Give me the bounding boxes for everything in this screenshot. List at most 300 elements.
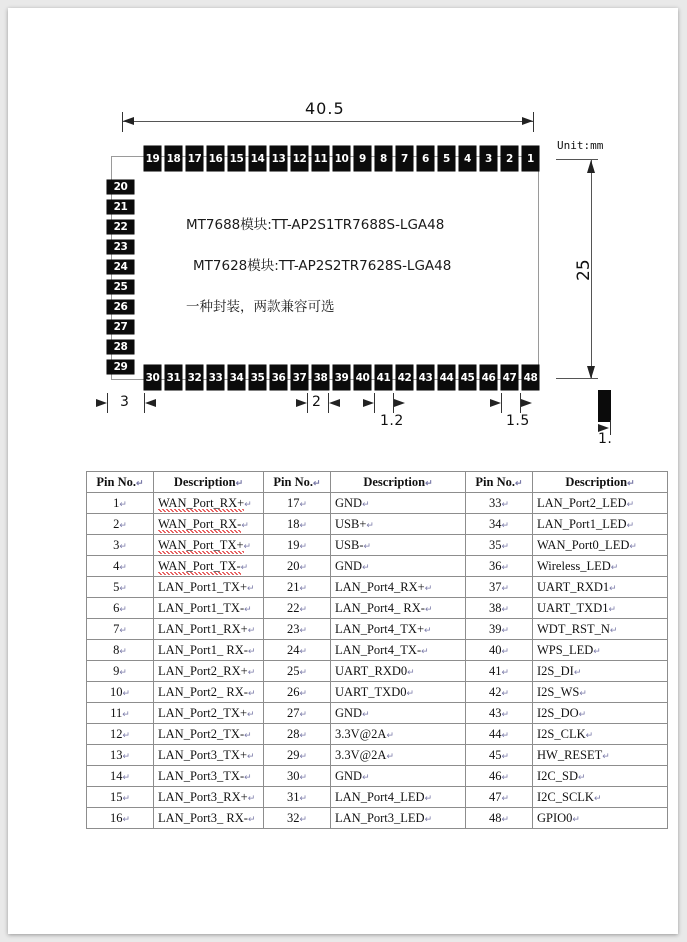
pilcrow-icon: ↵: [386, 729, 394, 740]
pad-33[interactable]: 33: [207, 365, 224, 390]
pilcrow-icon: ↵: [626, 498, 635, 509]
dim15-label: 1.5: [506, 413, 530, 429]
table-row: [87, 598, 668, 619]
cell-description: I2S_CLK↵: [533, 724, 668, 745]
table-row: [87, 535, 668, 556]
cell-pin-number: 11↵: [87, 703, 154, 724]
width-dim-line: [123, 121, 533, 122]
pilcrow-icon: ↵: [119, 519, 127, 530]
cell-description: LAN_Port3_LED↵: [331, 808, 466, 829]
table-row: [87, 640, 668, 661]
pilcrow-icon: ↵: [608, 603, 617, 614]
pilcrow-icon: ↵: [609, 624, 618, 635]
cell-description: LAN_Port2_TX+↵: [154, 703, 264, 724]
cell-pin-number: 35↵: [466, 535, 533, 556]
pad-26[interactable]: 26: [107, 300, 134, 314]
cell-description: LAN_Port3_TX-↵: [154, 766, 264, 787]
dim12-arrow-right: [394, 399, 405, 407]
pilcrow-icon: ↵: [501, 540, 510, 551]
pilcrow-icon: ↵: [299, 498, 308, 509]
pilcrow-icon: ↵: [247, 813, 256, 824]
dim2-label: 2: [312, 394, 322, 410]
cell-description: I2C_SCLK↵: [533, 787, 668, 808]
cell-pin-number: 34↵: [466, 514, 533, 535]
cell-pin-number: 45↵: [466, 745, 533, 766]
pilcrow-icon: ↵: [119, 603, 127, 614]
cell-description: GND↵: [331, 556, 466, 577]
cell-pin-number: 13↵: [87, 745, 154, 766]
cell-description: LAN_Port2_TX-↵: [154, 724, 264, 745]
cell-description: LAN_Port1_TX+↵: [154, 577, 264, 598]
cell-description: WAN_Port_RX+↵: [154, 493, 264, 514]
table-row: [87, 577, 668, 598]
dim12-ext-left: [374, 393, 375, 413]
pad-24[interactable]: 24: [107, 260, 134, 274]
cell-description: LAN_Port1_TX-↵: [154, 598, 264, 619]
pad-34[interactable]: 34: [228, 365, 245, 390]
cell-description: I2S_WS↵: [533, 682, 668, 703]
pad-17[interactable]: 17: [186, 146, 203, 171]
cell-description: UART_TXD1↵: [533, 598, 668, 619]
module-label-line-1: MT7688模块:TT-AP2S1TR7688S-LGA48: [186, 217, 445, 233]
pilcrow-icon: ↵: [299, 519, 308, 530]
pilcrow-icon: ↵: [626, 519, 635, 530]
table-row: [87, 556, 668, 577]
cell-pin-number: 26↵: [264, 682, 331, 703]
cell-pin-number: 7↵: [87, 619, 154, 640]
width-ext-line-left: [122, 112, 123, 132]
pad-39[interactable]: 39: [333, 365, 350, 390]
table-row: [87, 493, 668, 514]
pad-1[interactable]: 1: [522, 146, 539, 171]
width-dim-arrow-left: [123, 117, 134, 125]
pad-6[interactable]: 6: [417, 146, 434, 171]
pilcrow-icon: ↵: [119, 624, 127, 635]
pilcrow-icon: ↵: [362, 561, 370, 572]
table-row: [87, 724, 668, 745]
cell-pin-number: 10↵: [87, 682, 154, 703]
cell-pin-number: 17↵: [264, 493, 331, 514]
pilcrow-icon: ↵: [424, 603, 433, 614]
pad-27[interactable]: 27: [107, 320, 134, 334]
pilcrow-icon: ↵: [501, 750, 510, 761]
pad-detail-shape: [598, 390, 611, 422]
pilcrow-icon: ↵: [119, 582, 127, 593]
unit-label: Unit:mm: [557, 139, 604, 152]
cell-pin-number: 27↵: [264, 703, 331, 724]
cell-description: GND↵: [331, 703, 466, 724]
pilcrow-icon: ↵: [425, 477, 433, 488]
pad-16[interactable]: 16: [207, 146, 224, 171]
cell-description: UART_RXD0↵: [331, 661, 466, 682]
pad-35[interactable]: 35: [249, 365, 266, 390]
table-row: [87, 661, 668, 682]
pilcrow-icon: ↵: [247, 792, 256, 803]
pad-42[interactable]: 42: [396, 365, 413, 390]
pad-36[interactable]: 36: [270, 365, 287, 390]
pilcrow-icon: ↵: [501, 813, 510, 824]
cell-description: I2S_DI↵: [533, 661, 668, 682]
cell-pin-number: 1↵: [87, 493, 154, 514]
pilcrow-icon: ↵: [299, 729, 308, 740]
dim15-arrow-right: [521, 399, 532, 407]
pilcrow-icon: ↵: [299, 750, 308, 761]
pilcrow-icon: ↵: [501, 624, 510, 635]
pilcrow-icon: ↵: [577, 771, 586, 782]
pilcrow-icon: ↵: [629, 540, 637, 551]
pad-47[interactable]: 47: [501, 365, 518, 390]
pilcrow-icon: ↵: [501, 561, 510, 572]
pilcrow-icon: ↵: [240, 561, 249, 572]
cell-description: LAN_Port1_LED↵: [533, 514, 668, 535]
cell-description: LAN_Port4_TX+↵: [331, 619, 466, 640]
cell-description: LAN_Port3_ RX-↵: [154, 808, 264, 829]
cell-pin-number: 21↵: [264, 577, 331, 598]
pilcrow-icon: ↵: [299, 813, 308, 824]
cell-pin-number: 28↵: [264, 724, 331, 745]
pad-41[interactable]: 41: [375, 365, 392, 390]
dim3-arrow-right: [145, 399, 156, 407]
pilcrow-icon: ↵: [501, 582, 510, 593]
dim2-ext-left: [307, 393, 308, 413]
cell-description: WAN_Port_RX-↵: [154, 514, 264, 535]
pilcrow-icon: ↵: [501, 771, 510, 782]
cell-pin-number: 14↵: [87, 766, 154, 787]
pilcrow-icon: ↵: [627, 477, 635, 488]
pilcrow-icon: ↵: [362, 498, 370, 509]
dim3-ext-left: [107, 393, 108, 413]
pilcrow-icon: ↵: [247, 582, 255, 593]
pilcrow-icon: ↵: [235, 477, 244, 488]
pilcrow-icon: ↵: [299, 561, 308, 572]
pilcrow-icon: ↵: [609, 582, 617, 593]
pilcrow-icon: ↵: [243, 540, 252, 551]
height-ext-line-top: [556, 159, 598, 160]
pad-45[interactable]: 45: [459, 365, 476, 390]
table-header-row: [87, 472, 668, 493]
pilcrow-icon: ↵: [424, 792, 433, 803]
cell-pin-number: 12↵: [87, 724, 154, 745]
table-row: [87, 619, 668, 640]
cell-description: LAN_Port2_LED↵: [533, 493, 668, 514]
cell-description: LAN_Port1_ RX-↵: [154, 640, 264, 661]
pilcrow-icon: ↵: [501, 519, 510, 530]
height-ext-line-bottom: [556, 378, 598, 379]
pad-5[interactable]: 5: [438, 146, 455, 171]
cell-description: 3.3V@2A↵: [331, 745, 466, 766]
pad-48[interactable]: 48: [522, 365, 539, 390]
pilcrow-icon: ↵: [122, 729, 131, 740]
pilcrow-icon: ↵: [122, 687, 131, 698]
pilcrow-icon: ↵: [313, 477, 321, 488]
dim3-label: 3: [120, 394, 130, 410]
pilcrow-icon: ↵: [593, 792, 602, 803]
pilcrow-icon: ↵: [362, 771, 370, 782]
header-description-1: Description↵: [154, 472, 264, 493]
pad-30[interactable]: 30: [144, 365, 161, 390]
pad-3[interactable]: 3: [480, 146, 497, 171]
cell-description: HW_RESET↵: [533, 745, 668, 766]
pilcrow-icon: ↵: [501, 708, 510, 719]
pilcrow-icon: ↵: [247, 708, 255, 719]
header-pin-no-1: Pin No.↵: [87, 472, 154, 493]
pad-38[interactable]: 38: [312, 365, 329, 390]
pilcrow-icon: ↵: [119, 645, 127, 656]
pilcrow-icon: ↵: [610, 561, 619, 572]
cell-description: LAN_Port4_TX-↵: [331, 640, 466, 661]
cell-pin-number: 38↵: [466, 598, 533, 619]
pilcrow-icon: ↵: [366, 519, 374, 530]
cell-pin-number: 19↵: [264, 535, 331, 556]
pilcrow-icon: ↵: [244, 603, 252, 614]
cell-pin-number: 31↵: [264, 787, 331, 808]
pilcrow-icon: ↵: [501, 603, 510, 614]
pad-21[interactable]: 21: [107, 200, 134, 214]
cell-pin-number: 29↵: [264, 745, 331, 766]
dim12-label: 1.2: [380, 413, 404, 429]
pad-28[interactable]: 28: [107, 340, 134, 354]
pilcrow-icon: ↵: [424, 813, 433, 824]
pilcrow-icon: ↵: [119, 540, 127, 551]
cell-description: 3.3V@2A↵: [331, 724, 466, 745]
cell-pin-number: 32↵: [264, 808, 331, 829]
cell-pin-number: 23↵: [264, 619, 331, 640]
pad-29[interactable]: 29: [107, 360, 134, 374]
cell-description: GPIO0↵: [533, 808, 668, 829]
datasheet-page: [8, 8, 678, 934]
cell-description: LAN_Port4_LED↵: [331, 787, 466, 808]
pilcrow-icon: ↵: [573, 666, 582, 677]
width-dim-arrow-right: [522, 117, 533, 125]
pad-32[interactable]: 32: [186, 365, 203, 390]
pilcrow-icon: ↵: [119, 498, 127, 509]
header-description-2: Description↵: [331, 472, 466, 493]
pilcrow-icon: ↵: [299, 582, 308, 593]
cell-description: LAN_Port4_ RX-↵: [331, 598, 466, 619]
cell-pin-number: 8↵: [87, 640, 154, 661]
cell-pin-number: 47↵: [466, 787, 533, 808]
cell-pin-number: 25↵: [264, 661, 331, 682]
pilcrow-icon: ↵: [244, 498, 252, 509]
pad-14[interactable]: 14: [249, 146, 266, 171]
pilcrow-icon: ↵: [247, 687, 256, 698]
pilcrow-icon: ↵: [122, 750, 131, 761]
cell-description: USB-↵: [331, 535, 466, 556]
pad-4[interactable]: 4: [459, 146, 476, 171]
pilcrow-icon: ↵: [572, 813, 580, 824]
cell-pin-number: 22↵: [264, 598, 331, 619]
dim3-arrow-left: [96, 399, 107, 407]
cell-pin-number: 18↵: [264, 514, 331, 535]
pilcrow-icon: ↵: [299, 666, 308, 677]
cell-pin-number: 4↵: [87, 556, 154, 577]
pad-37[interactable]: 37: [291, 365, 308, 390]
pilcrow-icon: ↵: [122, 792, 131, 803]
cell-description: LAN_Port4_RX+↵: [331, 577, 466, 598]
dim15-ext-left: [501, 393, 502, 413]
pilcrow-icon: ↵: [515, 477, 523, 488]
pilcrow-icon: ↵: [299, 603, 308, 614]
pilcrow-icon: ↵: [244, 729, 252, 740]
table-row: [87, 703, 668, 724]
pad-25[interactable]: 25: [107, 280, 134, 294]
pilcrow-icon: ↵: [593, 645, 601, 656]
table-row: [87, 745, 668, 766]
pilcrow-icon: ↵: [136, 477, 144, 488]
cell-description: UART_TXD0↵: [331, 682, 466, 703]
pad-15[interactable]: 15: [228, 146, 245, 171]
pad-20[interactable]: 20: [107, 180, 134, 194]
module-label-line-2: MT7628模块:TT-AP2S2TR7628S-LGA48: [193, 258, 452, 274]
dim15-arrow-left: [490, 399, 501, 407]
cell-description: LAN_Port3_RX+↵: [154, 787, 264, 808]
height-dim-arrow-top: [587, 160, 595, 173]
cell-description: I2C_SD↵: [533, 766, 668, 787]
cell-description: LAN_Port2_ RX-↵: [154, 682, 264, 703]
pad-23[interactable]: 23: [107, 240, 134, 254]
cell-description: UART_RXD1↵: [533, 577, 668, 598]
cell-pin-number: 40↵: [466, 640, 533, 661]
pilcrow-icon: ↵: [363, 540, 372, 551]
pad-10[interactable]: 10: [333, 146, 350, 171]
pin-assignment-table: [86, 471, 668, 829]
cell-description: LAN_Port1_RX+↵: [154, 619, 264, 640]
cell-description: USB+↵: [331, 514, 466, 535]
pad-44[interactable]: 44: [438, 365, 455, 390]
pad-19[interactable]: 19: [144, 146, 161, 171]
cell-pin-number: 33↵: [466, 493, 533, 514]
cell-pin-number: 6↵: [87, 598, 154, 619]
cell-description: WAN_Port0_LED↵: [533, 535, 668, 556]
cell-pin-number: 2↵: [87, 514, 154, 535]
width-dim-label: 40.5: [305, 99, 345, 118]
table-row: [87, 514, 668, 535]
header-pin-no-3: Pin No.↵: [466, 472, 533, 493]
cell-pin-number: 44↵: [466, 724, 533, 745]
dim2-arrow-left: [296, 399, 307, 407]
pilcrow-icon: ↵: [299, 624, 308, 635]
cell-pin-number: 43↵: [466, 703, 533, 724]
pilcrow-icon: ↵: [299, 708, 308, 719]
pilcrow-icon: ↵: [244, 771, 252, 782]
module-mechanical-drawing: [8, 8, 678, 458]
table-row: [87, 808, 668, 829]
pilcrow-icon: ↵: [501, 498, 510, 509]
pilcrow-icon: ↵: [299, 645, 308, 656]
cell-pin-number: 46↵: [466, 766, 533, 787]
cell-description: Wireless_LED↵: [533, 556, 668, 577]
dim1-label: 1.: [598, 431, 613, 447]
cell-description: LAN_Port2_RX+↵: [154, 661, 264, 682]
cell-pin-number: 20↵: [264, 556, 331, 577]
header-description-3: Description↵: [533, 472, 668, 493]
pad-9[interactable]: 9: [354, 146, 371, 171]
dim12-arrow-left: [363, 399, 374, 407]
cell-pin-number: 30↵: [264, 766, 331, 787]
cell-description: LAN_Port3_TX+↵: [154, 745, 264, 766]
cell-pin-number: 42↵: [466, 682, 533, 703]
pilcrow-icon: ↵: [119, 561, 127, 572]
module-label-line-3: 一种封装，两款兼容可选: [186, 299, 335, 315]
pad-40[interactable]: 40: [354, 365, 371, 390]
pilcrow-icon: ↵: [578, 708, 587, 719]
cell-description: WAN_Port_TX-↵: [154, 556, 264, 577]
pilcrow-icon: ↵: [602, 750, 610, 761]
cell-pin-number: 48↵: [466, 808, 533, 829]
pilcrow-icon: ↵: [362, 708, 370, 719]
pilcrow-icon: ↵: [424, 624, 432, 635]
pilcrow-icon: ↵: [386, 750, 394, 761]
cell-pin-number: 16↵: [87, 808, 154, 829]
cell-description: I2S_DO↵: [533, 703, 668, 724]
cell-pin-number: 5↵: [87, 577, 154, 598]
pilcrow-icon: ↵: [119, 666, 127, 677]
cell-pin-number: 15↵: [87, 787, 154, 808]
pad-11[interactable]: 11: [312, 146, 329, 171]
pad-22[interactable]: 22: [107, 220, 134, 234]
pilcrow-icon: ↵: [299, 792, 308, 803]
pilcrow-icon: ↵: [585, 729, 594, 740]
table-row: [87, 682, 668, 703]
pilcrow-icon: ↵: [241, 519, 249, 530]
pilcrow-icon: ↵: [122, 708, 130, 719]
pilcrow-icon: ↵: [407, 666, 415, 677]
table-row: [87, 787, 668, 808]
pilcrow-icon: ↵: [501, 687, 510, 698]
pad-12[interactable]: 12: [291, 146, 308, 171]
cell-pin-number: 36↵: [466, 556, 533, 577]
width-ext-line-right: [533, 112, 534, 132]
pilcrow-icon: ↵: [247, 624, 256, 635]
pad-46[interactable]: 46: [480, 365, 497, 390]
pilcrow-icon: ↵: [247, 645, 256, 656]
cell-description: WPS_LED↵: [533, 640, 668, 661]
header-pin-no-2: Pin No.↵: [264, 472, 331, 493]
pilcrow-icon: ↵: [122, 771, 131, 782]
pad-43[interactable]: 43: [417, 365, 434, 390]
pad-8[interactable]: 8: [375, 146, 392, 171]
pilcrow-icon: ↵: [421, 645, 429, 656]
dim2-arrow-right: [329, 399, 340, 407]
pilcrow-icon: ↵: [406, 687, 415, 698]
pilcrow-icon: ↵: [501, 645, 510, 656]
pilcrow-icon: ↵: [501, 792, 510, 803]
pad-31[interactable]: 31: [165, 365, 182, 390]
pilcrow-icon: ↵: [299, 540, 308, 551]
pilcrow-icon: ↵: [122, 813, 131, 824]
cell-description: WDT_RST_N↵: [533, 619, 668, 640]
pilcrow-icon: ↵: [299, 771, 308, 782]
pilcrow-icon: ↵: [299, 687, 308, 698]
cell-pin-number: 3↵: [87, 535, 154, 556]
cell-pin-number: 24↵: [264, 640, 331, 661]
pad-7[interactable]: 7: [396, 146, 413, 171]
pad-13[interactable]: 13: [270, 146, 287, 171]
cell-pin-number: 41↵: [466, 661, 533, 682]
table-row: [87, 766, 668, 787]
pad-18[interactable]: 18: [165, 146, 182, 171]
pilcrow-icon: ↵: [247, 750, 255, 761]
pilcrow-icon: ↵: [247, 666, 256, 677]
cell-pin-number: 39↵: [466, 619, 533, 640]
cell-description: GND↵: [331, 493, 466, 514]
pilcrow-icon: ↵: [501, 729, 510, 740]
cell-description: WAN_Port_TX+↵: [154, 535, 264, 556]
height-dim-label: 25: [574, 259, 594, 281]
cell-pin-number: 9↵: [87, 661, 154, 682]
pad-2[interactable]: 2: [501, 146, 518, 171]
pilcrow-icon: ↵: [501, 666, 510, 677]
